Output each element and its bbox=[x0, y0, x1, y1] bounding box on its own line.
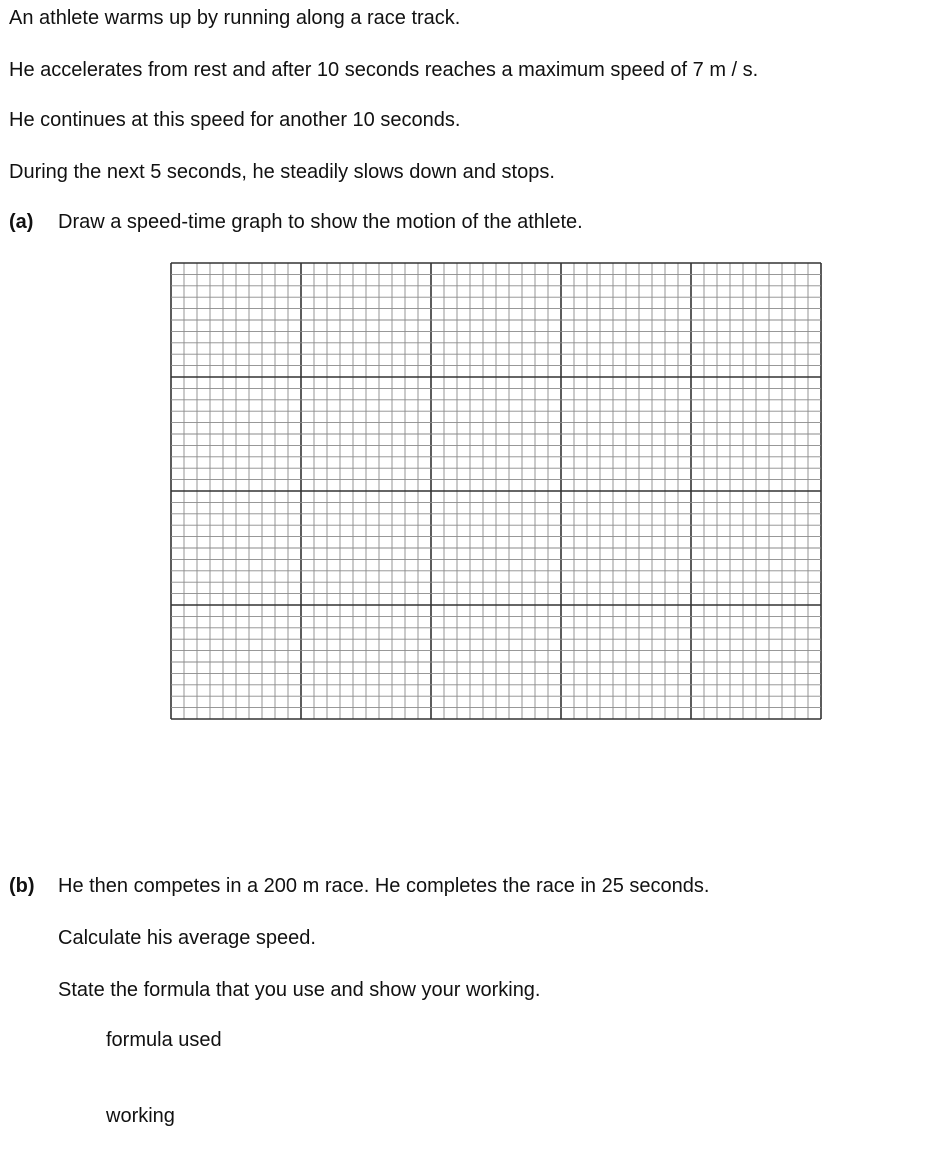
part-b-line-3: State the formula that you use and show your working. bbox=[58, 979, 541, 1001]
part-b-line-1: He then competes in a 200 m race. He completes the race in 25 seconds. bbox=[58, 875, 710, 897]
formula-used-label: formula used bbox=[106, 1029, 222, 1051]
intro-line-4: During the next 5 seconds, he steadily slows down and stops. bbox=[9, 161, 555, 183]
part-a-label: (a) bbox=[9, 211, 34, 233]
graph-paper-grid[interactable] bbox=[170, 262, 822, 720]
part-b-line-2: Calculate his average speed. bbox=[58, 927, 316, 949]
part-a-question: Draw a speed-time graph to show the motion of the athlete. bbox=[58, 211, 583, 233]
working-label: working bbox=[106, 1105, 175, 1127]
part-b-label: (b) bbox=[9, 875, 35, 897]
intro-line-3: He continues at this speed for another 10 seconds. bbox=[9, 109, 461, 131]
intro-line-2: He accelerates from rest and after 10 seconds reaches a maximum speed of 7 m / s. bbox=[9, 59, 759, 81]
intro-line-1: An athlete warms up by running along a race track. bbox=[9, 7, 461, 29]
